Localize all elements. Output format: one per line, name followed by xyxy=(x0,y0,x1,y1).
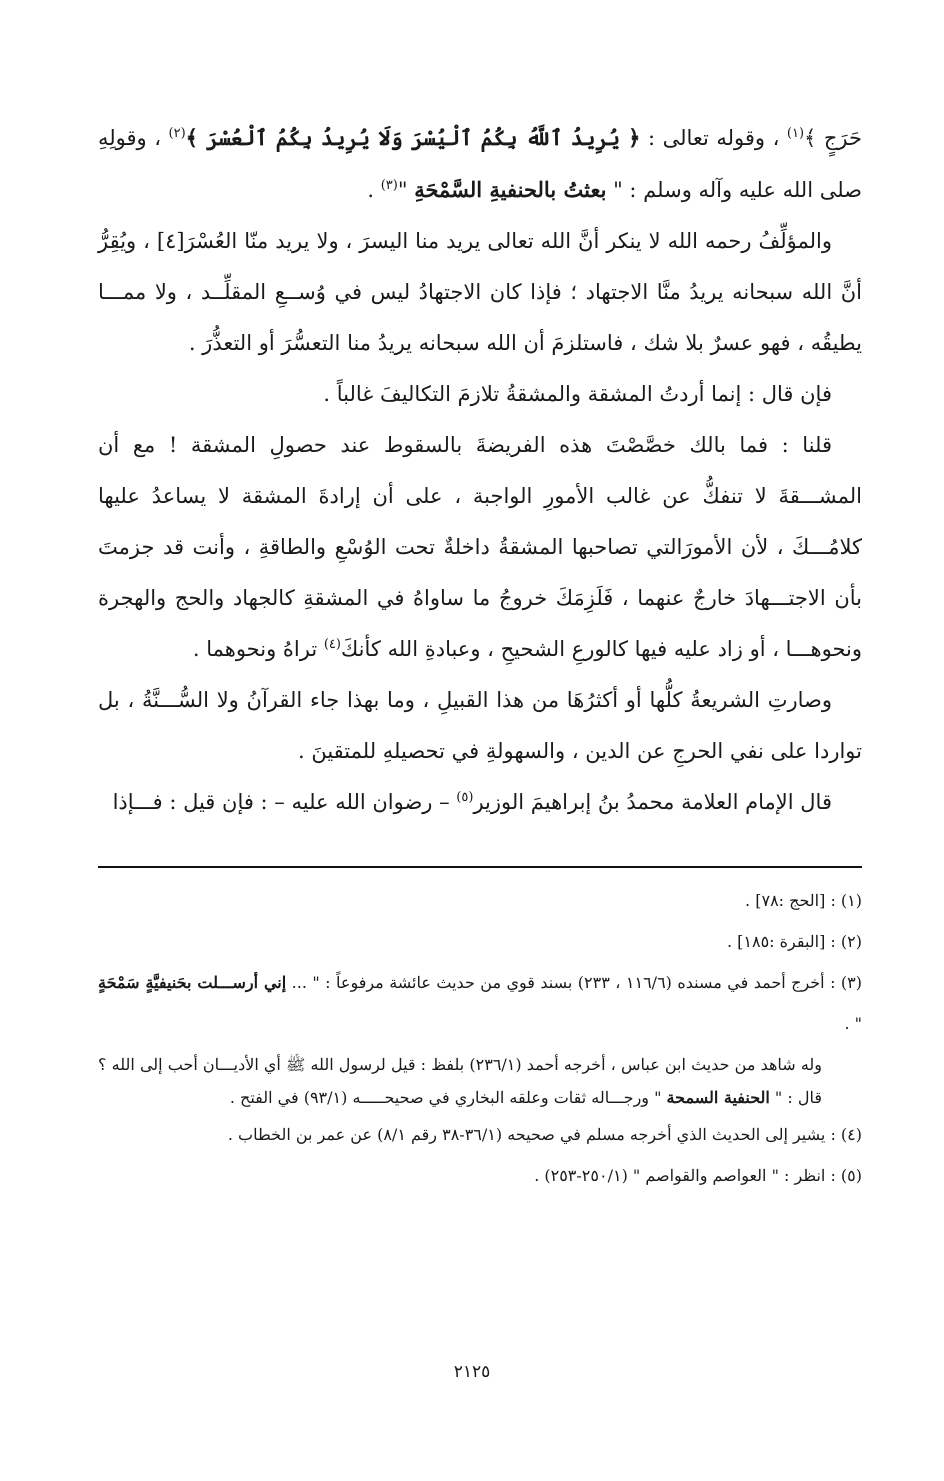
text-run: " xyxy=(397,178,415,202)
footnote-1: (١) : [الحج :٧٨] . xyxy=(745,891,862,910)
text-run: ، وقولِهِ صلى الله عليه وآله وسلم : " xyxy=(98,126,862,202)
text-run: تراهُ ونحوهما . xyxy=(192,637,324,661)
paragraph-3: فإن قال : إنما أردتُ المشقة والمشقةُ تلازمَ التكاليفَ غالباً . xyxy=(323,382,832,406)
paragraph-4 xyxy=(98,420,862,675)
footnote-3 xyxy=(98,962,862,1044)
footnote-ref-4: (٤) xyxy=(323,637,341,652)
footnote-ref-2: (٢) xyxy=(168,126,186,141)
text-run: (٣) : أخرج أحمد في مسنده (١١٦/٦ ، ٢٣٣) بسند قوي من حديث عائشة مرفوعاً : " ... xyxy=(286,973,863,992)
hadith-quote: الحنفية السمحة xyxy=(666,1088,770,1107)
text-run: ، وقوله تعالى : xyxy=(640,126,787,150)
footnote-ref-3: (٣) xyxy=(380,178,398,193)
paragraph-6 xyxy=(98,777,862,828)
footnote-3-continuation xyxy=(98,1048,862,1114)
text-run: قال الإمام العلامة محمدُ بنُ إبراهيمَ الوزير xyxy=(473,790,832,814)
text-run: قلنا : فما بالك خصَّصْتَ هذه الفريضةَ بالسقوط عند حصولِ المشقة ! مع أن المشـــقةَ لا تنفكُّ عن غالب الأمورِ الواجبة ، على أن إرادةَ المشقة لا يساعدُ عليها كلامُـــكَ ، لأن الأمورَالتي تصاحبها المشقةُ داخلةٌ تحت الوُسْعِ والطاقةِ ، وأنت قد جزمتَ بأن الاجتـــهادَ خارجٌ عنهما ، فَلَزِمَكَ خروجُ ما ساواهُ في المشقةِ كالجهاد والحج والهجرة ونحوهـــا ، أو زاد عليه فيها كالورعِ الشحيحِ ، وعبادةِ الله كأنكَ xyxy=(98,433,862,661)
page-number: ٢١٢٥ xyxy=(453,1362,491,1382)
text-run: وله شاهد من حديث ابن عباس ، أخرجه أحمد (٢٣٦/١) بلفظ : قيل لرسول الله ﷺ أي الأديـــان أحب إلى الله ؟ قال : " xyxy=(98,1055,823,1107)
footnote-4: (٤) : يشير إلى الحديث الذي أخرجه مسلم في صحيحه (٣٦/١-٣٨ رقم ٨/١) عن عمر بن الخطاب . xyxy=(227,1125,862,1144)
text-run: . xyxy=(367,178,381,202)
paragraph-2: والمؤلِّفُ رحمه الله لا ينكر أنَّ الله تعالى يريد منا اليسرَ ، ولا يريد منّا العُسْرَ[٤] ، ويُقِرُّ أنَّ الله سبحانه يريدُ منَّا الاجتهاد ؛ فإذا كان الاجتهادُ ليس في وُســعِ المقلِّــد ، ولا ممـــا يطيقُه ، فهو عسرٌ بلا شك ، فاستلزمَ أن الله سبحانه يريدُ منا التعسُّرَ أو التعذُّرَ . xyxy=(98,229,862,355)
footnote-ref-5: (٥) xyxy=(456,790,474,805)
footnote-2: (٢) : [البقرة :١٨٥] . xyxy=(726,932,862,951)
text-run: حَرَجٍ ﴾ xyxy=(804,126,862,150)
paragraph-5: وصارتِ الشريعةُ كلُّها أو أكثرُهَا من هذا القبيلِ ، وما بهذا جاء القرآنُ ولا السُّـــنَّةُ ، بل تواردا على نفي الحرجِ عن الدين ، والسهولةِ في تحصيلهِ للمتقينَ . xyxy=(98,688,862,763)
paragraph-1 xyxy=(98,112,862,216)
footnotes xyxy=(98,880,862,1196)
text-run: " . xyxy=(844,1014,862,1033)
footnote-5: (٥) : انظر : " العواصم والقواصم " (٢٥٠/١-٢٥٣) . xyxy=(534,1166,862,1185)
footnote-ref-1: (١) xyxy=(786,126,805,141)
quran-verse: ﴿ يُرِيدُ ٱللَّهُ بِكُمُ ٱلْيُسْرَ وَلَا يُرِيدُ بِكُمُ ٱلْعُسْرَ ﴾ xyxy=(185,125,641,150)
main-text xyxy=(98,112,862,828)
text-run: – رضوان الله عليه – : فإن قيل : فـــإذا xyxy=(112,790,457,814)
text-run: " ورجـــاله ثقات وعلقه البخاري في صحيحـــــه (٩٣/١) في الفتح . xyxy=(229,1088,667,1107)
hadith-quote: إني أرســـلت بحَنيفيَّةٍ سَمْحَةٍ xyxy=(98,973,287,992)
footnote-divider xyxy=(98,866,862,868)
hadith-quote: بعثتُ بالحنفيةِ السَّمْحَةِ xyxy=(414,177,607,202)
